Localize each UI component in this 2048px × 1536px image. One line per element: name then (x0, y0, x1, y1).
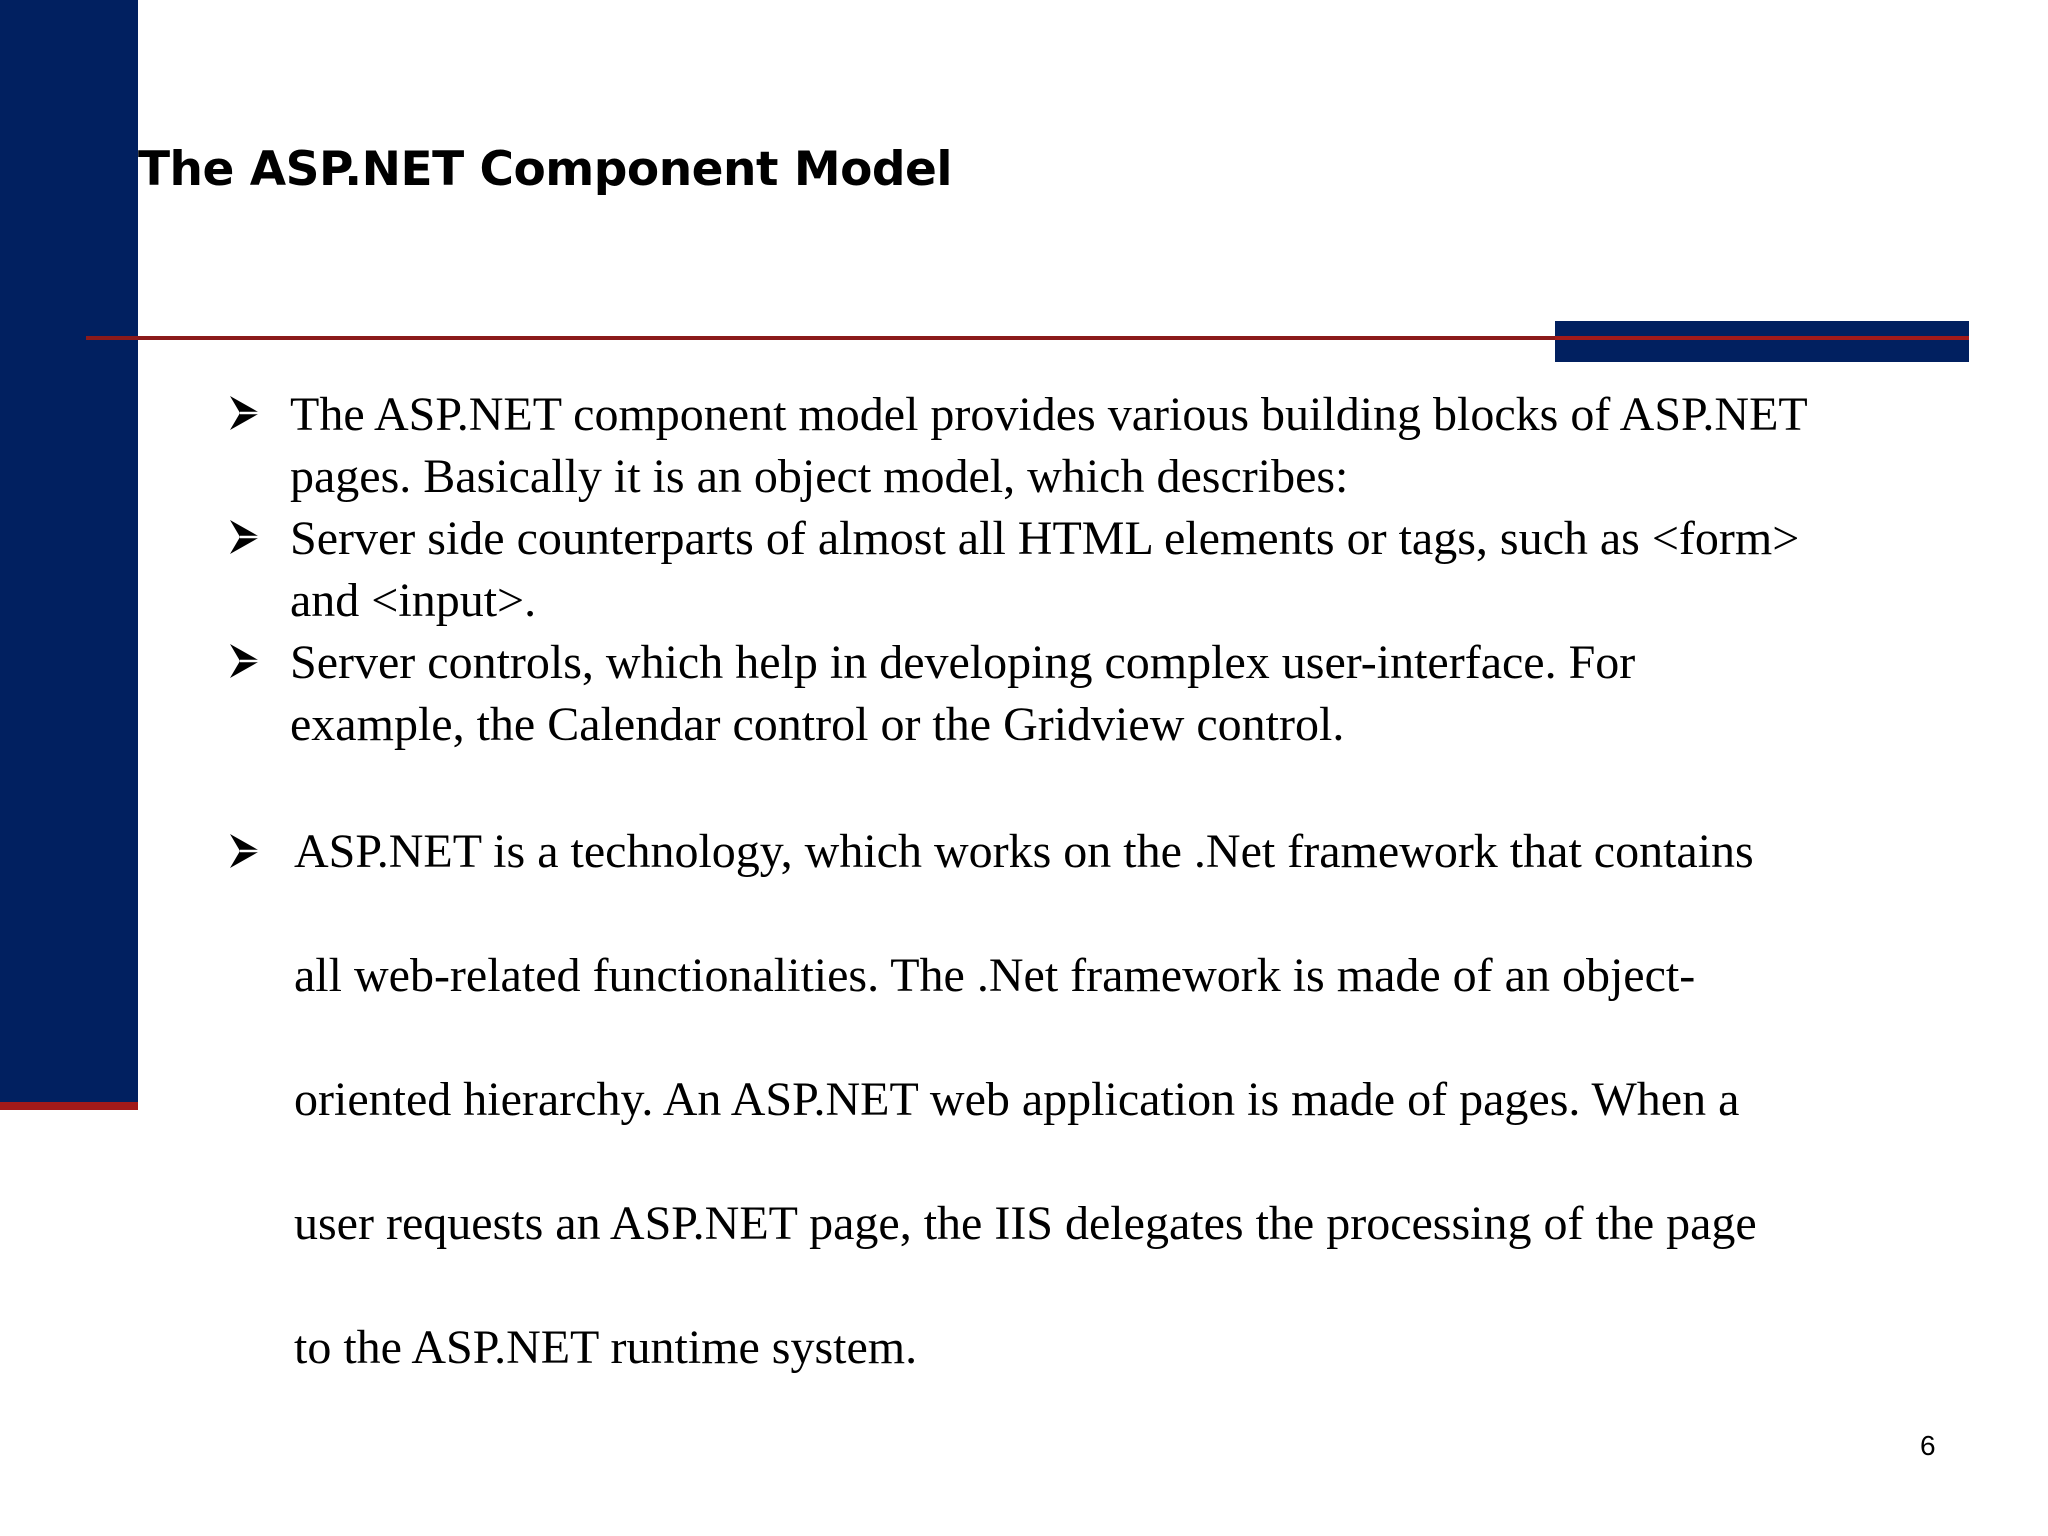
title-divider-block-line (1555, 336, 1969, 340)
bullet-4-line-3: oriented hierarchy. An ASP.NET web application is made of pages. When a (294, 1073, 1740, 1126)
bullet-text-1 (290, 384, 1808, 508)
bullet-1-line-2: pages. Basically it is an object model, which describes: (290, 450, 1349, 503)
bullet-4-line-4: user requests an ASP.NET page, the IIS delegates the processing of the page (294, 1197, 1757, 1250)
bullet-4-line-2: all web-related functionalities. The .Net framework is made of an object- (294, 949, 1696, 1002)
arrowhead-bullet-icon (228, 832, 262, 870)
bullet-3-line-1: Server controls, which help in developing complex user-interface. For (290, 636, 1636, 689)
title-divider-block (1555, 321, 1969, 362)
bullet-2-line-1: Server side counterparts of almost all HTML elements or tags, such as <form> (290, 512, 1800, 565)
arrowhead-bullet-icon (228, 394, 262, 432)
page-number: 6 (1920, 1430, 1936, 1461)
left-sidebar-bar (0, 0, 138, 1103)
arrowhead-bullet-icon (228, 642, 262, 680)
bullet-3-line-2: example, the Calendar control or the Gridview control. (290, 698, 1345, 751)
left-sidebar-accent (0, 1102, 138, 1110)
bullet-4-line-5: to the ASP.NET runtime system. (294, 1321, 918, 1374)
bullet-text-2 (290, 508, 1799, 632)
bullet-4-line-1: ASP.NET is a technology, which works on the .Net framework that contains (294, 825, 1754, 878)
bullet-2-line-2: and <input>. (290, 574, 537, 627)
arrowhead-bullet-icon (228, 518, 262, 556)
bullet-text-4 (294, 790, 1757, 1410)
bullet-text-3 (290, 632, 1635, 756)
slide-title: The ASP.NET Component Model (138, 142, 953, 197)
bullet-1-line-1: The ASP.NET component model provides various building blocks of ASP.NET (290, 388, 1808, 441)
